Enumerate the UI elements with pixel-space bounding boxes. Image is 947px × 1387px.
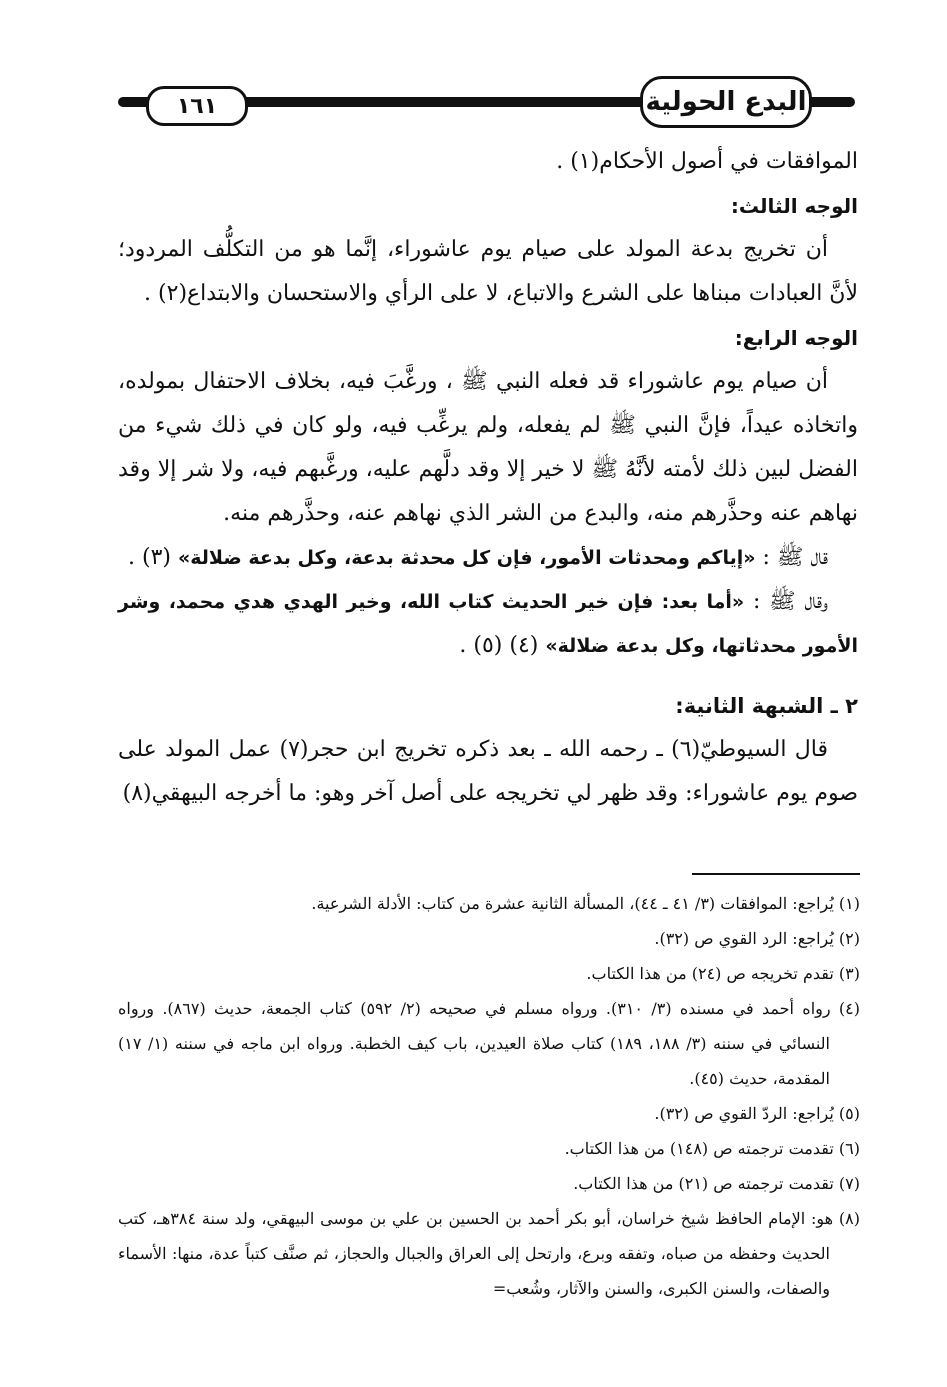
footnote-5: (٥) يُراجع: الردّ القوي ص (٣٢). bbox=[654, 1104, 860, 1123]
footnote-ref: (٣) . bbox=[128, 545, 171, 570]
paragraph-2: أن تخريج بدعة المولد على صيام يوم عاشوراء، إنَّما هو من التكلُّف المردود؛ لأنَّ العبادات مبناها على الشرع والاتباع، لا على الرأي والاستحسان والابتداع(٢) . bbox=[118, 237, 858, 306]
footnote-7: (٧) تقدمت ترجمته ص (٢١) من هذا الكتاب. bbox=[573, 1174, 860, 1193]
footnote-ref: (٤) (٥) . bbox=[459, 633, 539, 658]
footnote-2: (٢) يُراجع: الرد القوي ص (٣٢). bbox=[654, 929, 860, 948]
footnote-8: (٨) هو: الإمام الحافظ شيخ خراسان، أبو بكر أحمد بن الحسين بن علي بن موسى البيهقي، ولد سنة ٣٨٤هـ، كتب الحديث وحفظه من صباه، وتفقه وبرع، وارتحل إلى العراق والجبال والحجاز، ثم صنَّف كتباً عدة، منها: الأسماء والصفات، والسنن الكبرى، والسنن والآثار، وشُعب= bbox=[118, 1209, 860, 1298]
footnote-3: (٣) تقدم تخريجه ص (٢٤) من هذا الكتاب. bbox=[586, 964, 860, 983]
paragraph-5 bbox=[118, 580, 858, 668]
quote-intro: قال ﷺ : bbox=[762, 545, 828, 570]
footnotes bbox=[118, 886, 860, 1306]
paragraph-6: قال السيوطيّ(٦) ـ رحمه الله ـ بعد ذكره تخريج ابن حجر(٧) عمل المولد على صوم يوم عاشوراء: وقد ظهر لي تخريجه على أصل آخر وهو: ما أخرجه البيهقي(٨) bbox=[118, 737, 858, 806]
footnote-separator bbox=[692, 873, 860, 875]
quote-intro: وقال ﷺ : bbox=[752, 589, 828, 614]
paragraph-4 bbox=[118, 536, 858, 580]
page-header bbox=[0, 0, 947, 140]
main-text bbox=[118, 140, 858, 816]
footnote-1: (١) يُراجع: الموافقات (٣/ ٤١ ـ ٤٤)، المسألة الثانية عشرة من كتاب: الأدلة الشرعية. bbox=[311, 894, 860, 913]
footnote-4: (٤) رواه أحمد في مسنده (٣/ ٣١٠). ورواه مسلم في صحيحه (٢/ ٥٩٢) كتاب الجمعة، حديث (٨٦٧). ورواه النسائي في سننه (٣/ ١٨٨، ١٨٩) كتاب صلاة العيدين، باب كيف الخطبة. ورواه ابن ماجه في سننه (١/ ١٧) المقدمة، حديث (٤٥). bbox=[118, 999, 861, 1088]
heading-fourth-aspect: الوجه الرابع: bbox=[734, 326, 858, 350]
heading-third-aspect: الوجه الثالث: bbox=[730, 194, 858, 218]
page-number: ١٦١ bbox=[146, 86, 248, 126]
paragraph-3: أن صيام يوم عاشوراء قد فعله النبي ﷺ ، ورغَّبَ فيه، بخلاف الاحتفال بمولده، واتخاذه عيداً، فإنَّ النبي ﷺ لم يفعله، ولم يرغِّب فيه، ولو كان في ذلك شيء من الفضل لبين ذلك لأمته لأنَّهُ ﷺ لا خير إلا وقد دلَّهم عليه، ورغَّبهم فيه، ولا شر إلا وقد نهاهم عنه وحذَّرهم منه، والبدع من الشر الذي نهاهم عنه، وحذَّرهم منه. bbox=[118, 369, 858, 526]
running-title: البدع الحولية bbox=[640, 76, 812, 128]
footnote-6: (٦) تقدمت ترجمته ص (١٤٨) من هذا الكتاب. bbox=[564, 1139, 860, 1158]
section-title: ٢ ـ الشبهة الثانية: bbox=[675, 694, 858, 718]
hadith-quote: «أما بعد: فإن خير الحديث كتاب الله، وخير الهدي هدي محمد، وشر الأمور محدثاتها، وكل بدعة ضلالة» bbox=[118, 591, 858, 657]
hadith-quote: «إياكم ومحدثات الأمور، فإن كل محدثة بدعة، وكل بدعة ضلالة» bbox=[178, 547, 756, 569]
paragraph-1: الموافقات في أصول الأحكام(١) . bbox=[556, 149, 858, 174]
